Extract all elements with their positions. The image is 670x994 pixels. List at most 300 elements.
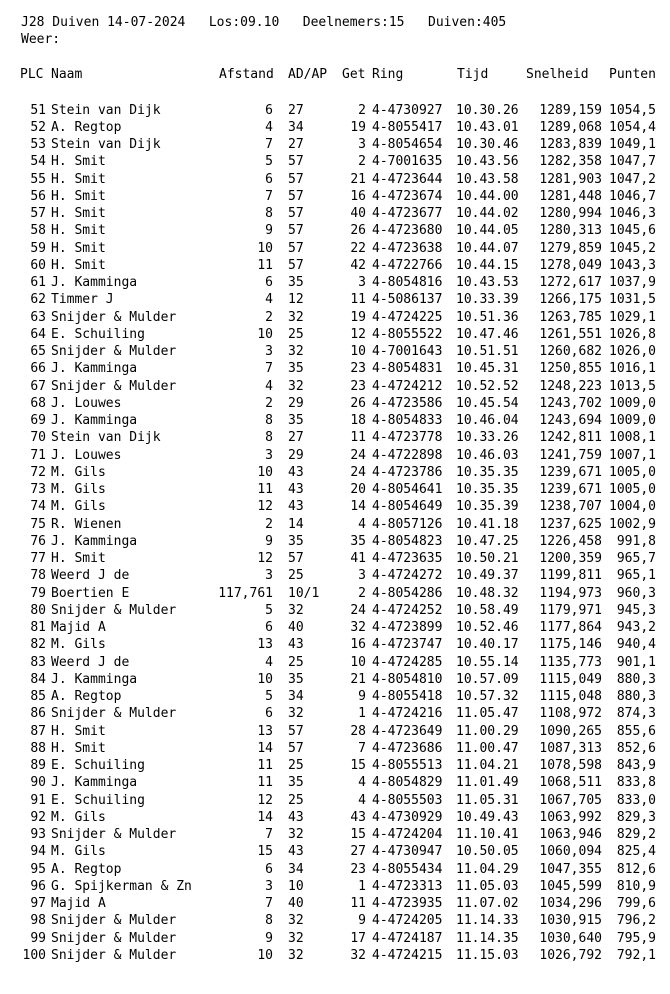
ring-cell: 4-8054833 [372,413,443,428]
ring-cell: 4-8054654 [372,137,443,152]
get-cell: 22 [350,240,366,256]
adap-cell: 25 [288,792,304,808]
snelheid-cell: 1199,811 [539,568,602,584]
naam-cell: Boertien E [51,585,130,601]
naam-cell: J. Kamminga [51,361,138,377]
punten-cell: 940,4 [616,637,656,653]
snelheid-cell: 1260,682 [539,344,602,359]
get-cell: 24 [350,447,366,463]
get-cell: 12 [350,326,366,342]
adap-cell: 25 [288,758,304,773]
plc-cell: 62 [30,292,46,308]
afstand-cell: 7 [265,361,273,377]
snelheid-cell: 1034,296 [539,896,602,911]
ring-cell: 4-4723677 [372,206,443,221]
get-cell: 32 [350,620,366,635]
tijd-cell: 10.44.15 [456,257,519,273]
col-naam-header: Naam [51,67,83,82]
naam-cell: J. Louwes [51,447,122,463]
plc-cell: 51 [30,102,46,118]
get-cell: 23 [350,861,366,877]
column-header-row [0,66,670,83]
tijd-cell: 10.43.58 [456,171,519,187]
snelheid-cell: 1280,313 [539,223,602,239]
naam-cell: J. Louwes [51,395,122,411]
naam-cell: A. Regtop [51,119,122,135]
plc-cell: 52 [30,119,46,135]
afstand-cell: 12 [257,551,273,566]
punten-cell: 1054,4 [609,119,656,135]
snelheid-cell: 1239,671 [539,482,602,497]
col-get-header: Get [342,67,366,82]
naam-cell: Snijder & Mulder [51,930,177,946]
plc-cell: 80 [30,602,46,618]
table-row [0,222,670,239]
get-cell: 18 [350,413,366,428]
adap-cell: 27 [288,102,304,118]
snelheid-cell: 1261,551 [539,326,602,342]
naam-cell: H. Smit [51,740,106,756]
ring-cell: 4-4724285 [372,654,443,670]
afstand-cell: 10 [257,326,273,342]
adap-cell: 43 [288,844,304,860]
table-row [0,447,670,464]
punten-cell: 965,7 [616,551,656,566]
table-row [0,360,670,377]
punten-cell: 1047,7 [609,154,656,170]
plc-cell: 77 [30,551,46,566]
afstand-cell: 7 [265,137,273,152]
ring-cell: 4-8055522 [372,326,443,342]
get-cell: 27 [350,844,366,860]
adap-cell: 29 [288,395,304,411]
table-row [0,930,670,947]
get-cell: 11 [350,292,366,308]
snelheid-cell: 1279,859 [539,240,602,256]
naam-cell: E. Schuiling [51,792,145,808]
get-cell: 2 [358,154,366,170]
punten-cell: 1004,0 [609,499,656,515]
afstand-cell: 6 [265,706,273,722]
table-row [0,878,670,895]
naam-cell: Snijder & Mulder [51,309,177,325]
adap-cell: 57 [288,171,304,187]
snelheid-cell: 1108,972 [539,706,602,722]
afstand-cell: 6 [265,620,273,635]
afstand-cell: 6 [265,171,273,187]
afstand-cell: 7 [265,896,273,911]
get-cell: 26 [350,223,366,239]
tijd-cell: 11.05.47 [456,706,519,722]
plc-cell: 100 [22,947,46,963]
adap-cell: 32 [288,706,304,722]
ring-cell: 4-4724216 [372,706,443,722]
adap-cell: 35 [288,413,304,428]
table-row [0,326,670,343]
punten-cell: 1029,1 [609,309,656,325]
punten-cell: 812,6 [616,861,656,877]
get-cell: 3 [358,275,366,290]
snelheid-cell: 1115,049 [539,671,602,687]
naam-cell: G. Spijkerman & Zn [51,878,192,894]
table-row [0,843,670,860]
adap-cell: 43 [288,499,304,515]
table-row [0,895,670,912]
adap-cell: 43 [288,637,304,653]
tijd-cell: 10.35.35 [456,464,519,480]
afstand-cell: 11 [257,482,273,497]
get-cell: 11 [350,430,366,446]
table-row [0,171,670,188]
snelheid-cell: 1067,705 [539,792,602,808]
punten-cell: 880,3 [616,689,656,704]
naam-cell: Snijder & Mulder [51,706,177,722]
naam-cell: M. Gils [51,482,106,497]
table-row [0,378,670,395]
get-cell: 16 [350,637,366,653]
get-cell: 19 [350,119,366,135]
punten-cell: 829,2 [616,827,656,842]
tijd-cell: 10.45.54 [456,395,519,411]
table-row [0,636,670,653]
plc-cell: 67 [30,378,46,394]
plc-cell: 60 [30,257,46,273]
snelheid-cell: 1177,864 [539,620,602,635]
punten-cell: 901,1 [616,654,656,670]
afstand-cell: 11 [257,758,273,773]
ring-cell: 4-7001643 [372,344,443,359]
tijd-cell: 10.57.32 [456,689,519,704]
adap-cell: 57 [288,723,304,739]
tijd-cell: 10.44.07 [456,240,519,256]
plc-cell: 63 [30,309,46,325]
plc-cell: 98 [30,913,46,929]
tijd-cell: 10.30.46 [456,137,519,152]
punten-cell: 1009,0 [609,395,656,411]
tijd-cell: 11.00.47 [456,740,519,756]
table-row [0,136,670,153]
ring-cell: 4-4723644 [372,171,443,187]
snelheid-cell: 1175,146 [539,637,602,653]
ring-cell: 4-4723638 [372,240,443,256]
ring-cell: 4-4723674 [372,188,443,204]
table-row [0,188,670,205]
tijd-cell: 11.01.49 [456,775,519,791]
naam-cell: H. Smit [51,154,106,170]
afstand-cell: 8 [265,913,273,929]
tijd-cell: 10.49.37 [456,568,519,584]
weather-line: Weer: [21,32,61,47]
naam-cell: Majid A [51,620,106,635]
plc-cell: 94 [30,844,46,860]
table-row [0,240,670,257]
naam-cell: H. Smit [51,223,106,239]
get-cell: 24 [350,602,366,618]
snelheid-cell: 1238,707 [539,499,602,515]
punten-cell: 1016,1 [609,361,656,377]
snelheid-cell: 1226,458 [539,533,602,549]
table-row [0,912,670,929]
tijd-cell: 10.52.46 [456,620,519,635]
ring-cell: 4-4722766 [372,257,443,273]
table-row [0,585,670,602]
snelheid-cell: 1179,971 [539,602,602,618]
naam-cell: R. Wienen [51,516,122,532]
tijd-cell: 10.57.09 [456,671,519,687]
snelheid-cell: 1087,313 [539,740,602,756]
table-row [0,654,670,671]
afstand-cell: 6 [265,861,273,877]
punten-cell: 1013,5 [609,378,656,394]
table-row [0,947,670,964]
punten-cell: 1049,1 [609,137,656,152]
plc-cell: 95 [30,861,46,877]
plc-cell: 55 [30,171,46,187]
adap-cell: 57 [288,551,304,566]
tijd-cell: 10.35.35 [456,482,519,497]
naam-cell: M. Gils [51,499,106,515]
naam-cell: Weerd J de [51,654,130,670]
get-cell: 10 [350,654,366,670]
plc-cell: 54 [30,154,46,170]
afstand-cell: 6 [265,275,273,290]
table-row [0,274,670,291]
get-cell: 17 [350,930,366,946]
table-row [0,119,670,136]
afstand-cell: 4 [265,292,273,308]
plc-cell: 74 [30,499,46,515]
plc-cell: 92 [30,809,46,825]
tijd-cell: 10.44.05 [456,223,519,239]
tijd-cell: 10.41.18 [456,516,519,532]
ring-cell: 4-4723778 [372,430,443,446]
naam-cell: A. Regtop [51,861,122,877]
adap-cell: 32 [288,378,304,394]
col-afstand-header: Afstand [219,67,274,82]
snelheid-cell: 1194,973 [539,585,602,601]
snelheid-cell: 1280,994 [539,206,602,221]
adap-cell: 57 [288,206,304,221]
table-row [0,550,670,567]
tijd-cell: 10.55.14 [456,654,519,670]
ring-cell: 4-4723635 [372,551,443,566]
adap-cell: 29 [288,447,304,463]
ring-cell: 4-4723899 [372,620,443,635]
punten-cell: 855,6 [616,723,656,739]
get-cell: 15 [350,758,366,773]
naam-cell: H. Smit [51,240,106,256]
ring-cell: 4-8055417 [372,119,443,135]
punten-cell: 943,2 [616,620,656,635]
naam-cell: H. Smit [51,723,106,739]
snelheid-cell: 1135,773 [539,654,602,670]
snelheid-cell: 1289,159 [539,102,602,118]
get-cell: 9 [358,913,366,929]
tijd-cell: 10.30.26 [456,102,519,118]
plc-cell: 93 [30,827,46,842]
snelheid-cell: 1237,625 [539,516,602,532]
adap-cell: 35 [288,671,304,687]
get-cell: 23 [350,378,366,394]
plc-cell: 70 [30,430,46,446]
plc-cell: 81 [30,620,46,635]
naam-cell: J. Kamminga [51,671,138,687]
ring-cell: 4-4723649 [372,723,443,739]
naam-cell: H. Smit [51,206,106,221]
punten-cell: 1026,0 [609,344,656,359]
punten-cell: 1054,5 [609,102,656,118]
afstand-cell: 10 [257,671,273,687]
get-cell: 4 [358,516,366,532]
plc-cell: 66 [30,361,46,377]
ring-cell: 4-8054641 [372,482,443,497]
afstand-cell: 5 [265,154,273,170]
table-row [0,481,670,498]
plc-cell: 83 [30,654,46,670]
afstand-cell: 9 [265,930,273,946]
get-cell: 21 [350,671,366,687]
ring-cell: 4-4730929 [372,809,443,825]
plc-cell: 99 [30,930,46,946]
ring-cell: 4-8054829 [372,775,443,791]
punten-cell: 1047,2 [609,171,656,187]
afstand-cell: 10 [257,947,273,963]
table-row [0,257,670,274]
afstand-cell: 4 [265,378,273,394]
ring-cell: 4-4722898 [372,447,443,463]
punten-cell: 1005,0 [609,464,656,480]
tijd-cell: 10.43.53 [456,275,519,290]
punten-cell: 991,8 [616,533,656,549]
adap-cell: 57 [288,740,304,756]
naam-cell: J. Kamminga [51,275,138,290]
get-cell: 20 [350,482,366,497]
adap-cell: 25 [288,326,304,342]
snelheid-cell: 1068,511 [539,775,602,791]
plc-cell: 53 [30,137,46,152]
ring-cell: 4-4724205 [372,913,443,929]
table-row [0,102,670,119]
punten-cell: 1046,3 [609,206,656,221]
snelheid-cell: 1281,448 [539,188,602,204]
tijd-cell: 10.44.02 [456,206,519,221]
ring-cell: 4-8055434 [372,861,443,877]
naam-cell: Majid A [51,896,106,911]
naam-cell: Stein van Dijk [51,430,161,446]
ring-cell: 4-8054816 [372,275,443,290]
table-row [0,498,670,515]
ring-cell: 4-4723313 [372,878,443,894]
punten-cell: 1043,3 [609,257,656,273]
afstand-cell: 3 [265,878,273,894]
snelheid-cell: 1063,946 [539,827,602,842]
punten-cell: 810,9 [616,878,656,894]
afstand-cell: 8 [265,206,273,221]
naam-cell: J. Kamminga [51,775,138,791]
ring-cell: 4-8055513 [372,758,443,773]
punten-cell: 1026,8 [609,326,656,342]
get-cell: 1 [358,878,366,894]
tijd-cell: 11.15.03 [456,947,519,963]
table-row [0,395,670,412]
get-cell: 32 [350,947,366,963]
table-row [0,429,670,446]
adap-cell: 57 [288,257,304,273]
naam-cell: Stein van Dijk [51,102,161,118]
plc-cell: 91 [30,792,46,808]
adap-cell: 25 [288,568,304,584]
tijd-cell: 10.33.39 [456,292,519,308]
afstand-cell: 3 [265,568,273,584]
naam-cell: H. Smit [51,257,106,273]
ring-cell: 4-8054286 [372,585,443,601]
tijd-cell: 10.45.31 [456,361,519,377]
naam-cell: H. Smit [51,188,106,204]
get-cell: 10 [350,344,366,359]
adap-cell: 35 [288,533,304,549]
afstand-cell: 11 [257,775,273,791]
punten-cell: 795,9 [616,930,656,946]
tijd-cell: 10.43.56 [456,154,519,170]
afstand-cell: 13 [257,637,273,653]
afstand-cell: 6 [265,102,273,118]
naam-cell: M. Gils [51,809,106,825]
afstand-cell: 2 [265,395,273,411]
afstand-cell: 7 [265,188,273,204]
col-adap-header: AD/AP [288,67,328,82]
get-cell: 16 [350,188,366,204]
adap-cell: 34 [288,861,304,877]
naam-cell: J. Kamminga [51,413,138,428]
snelheid-cell: 1115,048 [539,689,602,704]
ring-cell: 4-8055503 [372,792,443,808]
get-cell: 41 [350,551,366,566]
afstand-cell: 10 [257,240,273,256]
snelheid-cell: 1045,599 [539,878,602,894]
naam-cell: Weerd J de [51,568,130,584]
get-cell: 23 [350,361,366,377]
afstand-cell: 15 [257,844,273,860]
tijd-cell: 11.05.03 [456,878,519,894]
plc-cell: 59 [30,240,46,256]
adap-cell: 43 [288,464,304,480]
naam-cell: E. Schuiling [51,326,145,342]
naam-cell: Snijder & Mulder [51,947,177,963]
punten-cell: 1045,6 [609,223,656,239]
afstand-cell: 5 [265,689,273,704]
get-cell: 28 [350,723,366,739]
adap-cell: 34 [288,689,304,704]
snelheid-cell: 1282,358 [539,154,602,170]
snelheid-cell: 1047,355 [539,861,602,877]
ring-cell: 4-4724187 [372,930,443,946]
tijd-cell: 10.44.00 [456,188,519,204]
get-cell: 2 [358,585,366,601]
snelheid-cell: 1026,792 [539,947,602,963]
snelheid-cell: 1272,617 [539,275,602,290]
col-tijd-header: Tijd [457,67,489,82]
naam-cell: Snijder & Mulder [51,827,177,842]
tijd-cell: 10.47.25 [456,533,519,549]
plc-cell: 82 [30,637,46,653]
snelheid-cell: 1243,694 [539,413,602,428]
tijd-cell: 10.52.52 [456,378,519,394]
snelheid-cell: 1078,598 [539,758,602,773]
afstand-cell: 3 [265,344,273,359]
tijd-cell: 10.33.26 [456,430,519,446]
adap-cell: 27 [288,137,304,152]
snelheid-cell: 1289,068 [539,119,602,135]
